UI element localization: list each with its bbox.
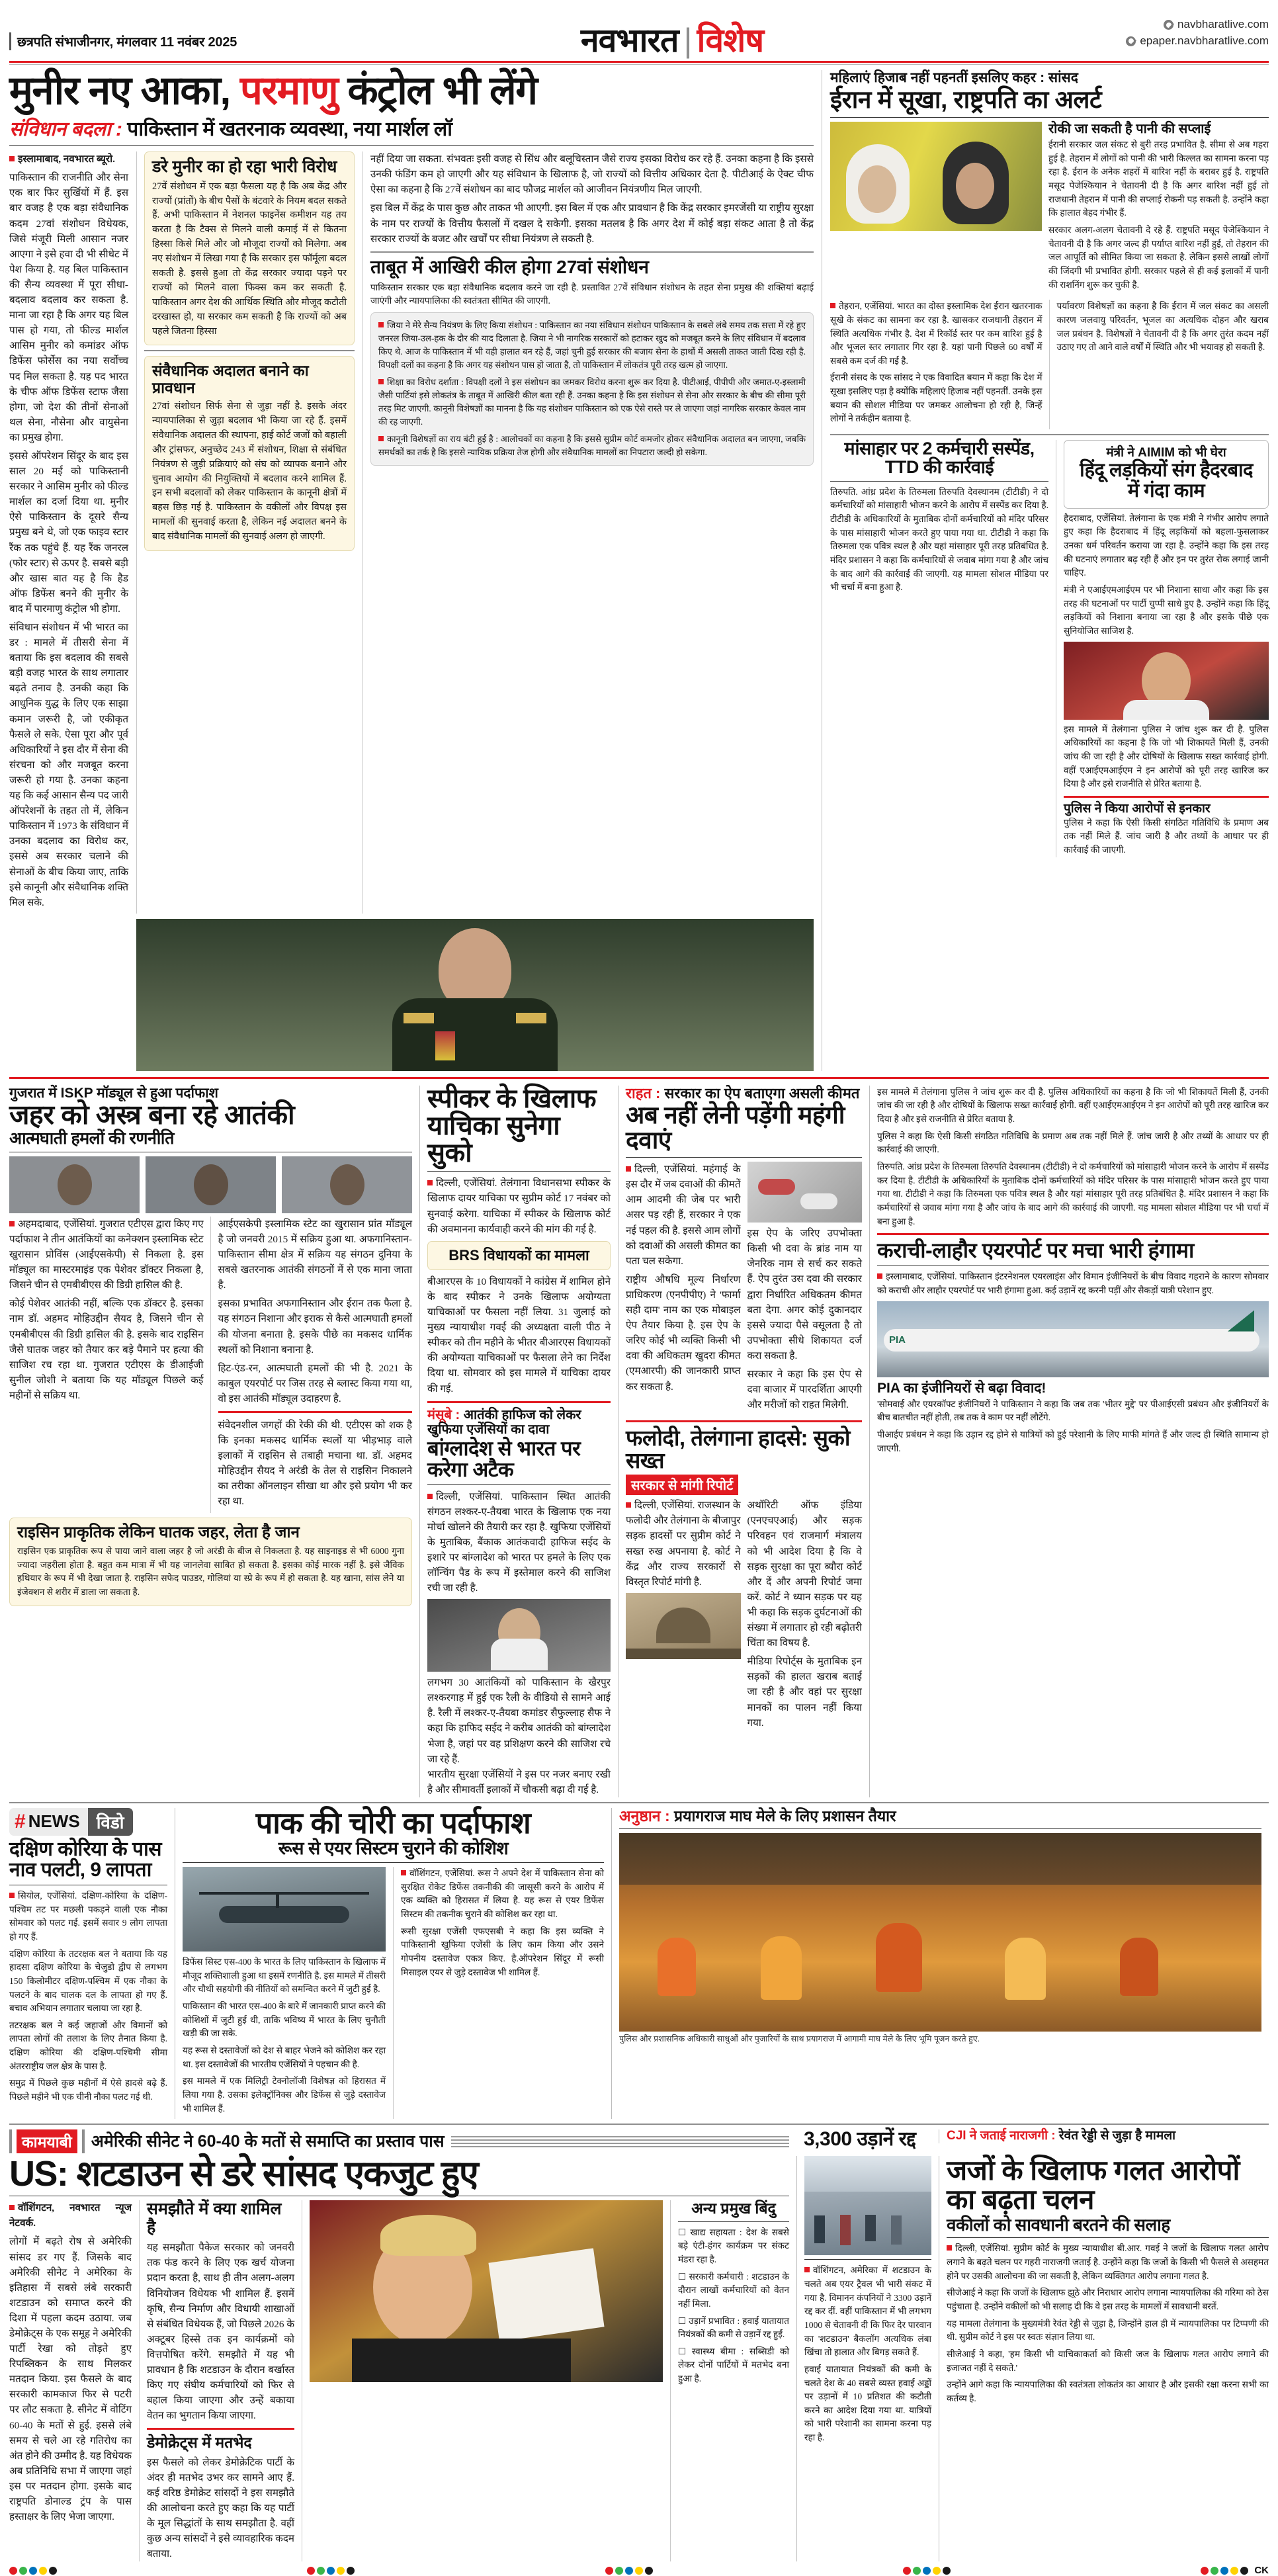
- iskp-sub: आत्मघाती हमलों की रणनीति: [9, 1129, 175, 1148]
- minister-photo: [1064, 642, 1269, 720]
- medicine-col-1: [626, 1162, 741, 1416]
- iran-col-b-para-2: ईरानी संसद के एक सांसद ने एक विवादित बयान में कहा कि देश में सूखा इसलिए पड़ा है क्योंकि महिलाएं हिजाब नहीं पहनतीं. उनके इस बयान की सोशल मीडिया पर जमकर आलोचना हो रही है, जिन्हें लोगों ने तर्कहीन बताया है.: [830, 372, 1043, 424]
- masthead-links: [991, 17, 1269, 52]
- judges-para-5: उन्होंने आगे कहा कि न्यायपालिका की स्वतंत्रता लोकतंत्र का आधार है और इसकी रक्षा करना सभी का कर्तव्य है.: [947, 2380, 1269, 2403]
- footer-dots-left: [9, 2567, 57, 2575]
- iran-col-b-para-3: पर्यावरण विशेषज्ञों का कहना है कि ईरान में जल संकट का असली कारण जलवायु परिवर्तन, भूजल का अत्यधिक दोहन और खराब जल प्रबंधन है. विशेषज्ञों ने चेतावनी दी है कि अगर तुरंत कदम नहीं उठाए गए तो आने वाले वर्षों में स्थिति और भी भयावह हो सकती है.: [1056, 301, 1269, 353]
- phalodi-para-2: अथॉरिटी ऑफ इंडिया (एनएचएआई) और सड़क परिवहन एवं राजमार्ग मंत्रालय को भी आदेश दिया है कि वे सड़क सुरक्षा का पूरा ब्यौरा कोर्ट और दें और अपनी रिपोर्ट जमा करें. कोर्ट ने ध्यान सड़क पर यह भी कहा कि सड़क दुर्घटनाओं की संख्या में लगातार हो रही बढ़ोतरी चिंता का विषय है.: [747, 1500, 862, 1649]
- aimim-body: [1064, 512, 1269, 638]
- judges-divider: [947, 2237, 1269, 2238]
- mid-right-column: [869, 1086, 1269, 1797]
- karachi-divider-top: [877, 1233, 1269, 1235]
- pak-theft-col-2: [393, 1867, 604, 2119]
- news-video-body: सियोल, एजेंसियां. दक्षिण-कोरिया के दक्षिण-पश्चिम तट पर मछली पकड़ने वाली एक नौका सोमवार को पलट गई. इसमें सवार 9 लोग लापता हो गए हैं. दक्षिण कोरिया के तटरक्षक बल ने बताया कि यह हादसा दक्षिण कोरिया के चेजुडो द्वीप से लगभग 150 किलोमीटर दक्षिण-पश्चिम में एक नौका के पलटने के बाद चालक दल के लापता हो गए हैं. बचाव अभियान लगातार चलाया जा रहा है. तटरक्षक बल ने कई जहाजों और विमानों को लापता लोगों की तलाश के लिए तैनात किया है. दक्षिण कोरिया की दक्षिण-पश्चिमी सीमा अंतरराष्ट्रीय जल क्षेत्र के पास है. समुद्र में पिछले कुछ महीनों में ऐसे हादसे बढ़े हैं. पिछले महीने भी एक चीनी नौका पलट गई थी.: [9, 1889, 167, 2104]
- judges-body: दिल्ली, एजेंसियां. सुप्रीम कोर्ट के मुख्य न्यायाधीश बी.आर. गवई ने जजों के खिलाफ गलत आरोप लगाने के बढ़ते चलन पर गहरी नाराजगी जताई है. उन्होंने कहा कि जजों के किसी भी फैसले से असहमत होने पर उसकी आलोचना की जा सकती है, लेकिन व्यक्तिगत आरोप लगाना गलत है. सीजेआई ने कहा कि जजों के खिलाफ झूठे और निराधार आरोप लगाना न्यायपालिका की गरिमा को ठेस पहुंचाता है. उन्होंने वकीलों को भी सलाह दी कि वे इस तरह के मामलों में सावधानी बरतें. यह मामला तेलंगाना के मुख्यमंत्री रेवंत रेड्डी से जुड़ा है, जिन्होंने हाल ही में न्यायपालिका पर टिप्पणी की थी. सुप्रीम कोर्ट ने इस पर स्वतः संज्ञान लिया था. सीजेआई ने कहा, 'हम किसी भी याचिकाकर्ता को किसी जज के खिलाफ गलत आरोप लगाने की इजाजत नहीं दे सकते.' उन्होंने आगे कहा कि न्यायपालिका की स्वतंत्रता लोकतंत्र का आधार है और इसकी रक्षा करना सभी का कर्तव्य है.: [947, 2242, 1269, 2405]
- ttd-headline: मांसाहार पर 2 कर्मचारी सस्पेंड, TTD की कार्रवाई: [844, 439, 1035, 477]
- us-other-point-2: ☐ सरकारी कर्मचारी : शटडाउन के दौरान लाखों कर्मचारियों को वेतन नहीं मिला.: [678, 2271, 789, 2309]
- speaker-hafiz-divider: [427, 1401, 611, 1403]
- lead-sub-text: पाकिस्तान में खतरनाक व्यवस्था, नया मार्शल लॉ: [127, 118, 452, 141]
- us-kicker-row: [9, 2129, 796, 2153]
- news-video-story: [9, 1808, 175, 2119]
- lead-column-3: [362, 151, 814, 914]
- logo-separator: |: [683, 22, 692, 59]
- hafiz-kicker-label: मंसूबे :: [427, 1407, 460, 1422]
- pak-theft-col1-body: [183, 1955, 386, 2116]
- iran-right-col: [1048, 122, 1269, 295]
- news-video-para-2: दक्षिण कोरिया के तटरक्षक बल ने बताया कि यह हादसा दक्षिण कोरिया के चेजुडो द्वीप से लगभग 150 किलोमीटर दक्षिण-पश्चिम में एक नौका के पलटने के बाद चालक दल के लापता हो गए हैं. बचाव अभियान लगातार चलाया जा रहा है.: [9, 1948, 167, 2014]
- us-col-1: [9, 2200, 132, 2561]
- bullet-square-icon: [378, 379, 384, 384]
- aimim-denial-text: पुलिस ने कहा कि ऐसी किसी संगठित गतिविधि के प्रमाण अब तक नहीं मिले हैं. जांच जारी है और तथ्यों के आधार पर ही कार्रवाई की जाएगी.: [1064, 817, 1269, 855]
- iran-story: [822, 70, 1269, 1071]
- globe-icon: [1126, 36, 1136, 46]
- globe-icon: [1164, 20, 1173, 30]
- general-munir-photo-wrap: [136, 919, 814, 1071]
- box-ricin-head: राइसिन प्राकृतिक लेकिन घातक जहर, लेता है जान: [17, 1523, 300, 1541]
- iskp-col2-para-2: इसका प्रभावित अफगानिस्तान और ईरान तक फैला है. यह संगठन निशाना और इराक से कैसे आत्मघाती हमलों की योजना बनाता है. इसके पीछे का मकसद धार्मिक स्थलों को निशाना बनाना है.: [218, 1298, 412, 1355]
- magh-mela-photo: [619, 1833, 1261, 2032]
- ttd-aimim-row: [830, 440, 1269, 857]
- flights-story: [796, 2156, 939, 2561]
- lead-col3-body: [370, 151, 814, 247]
- news-video-top-rule: [9, 1802, 1269, 1803]
- kicker-rule-decoration: [451, 2136, 789, 2147]
- medicine-phalodi-divider: [626, 1420, 862, 1422]
- medicine-pills-photo: [747, 1162, 863, 1223]
- bottom-section: [9, 2156, 1269, 2561]
- us-box2-divider: [147, 2428, 294, 2430]
- iskp-col2-para-1: आईएसकेपी इस्लामिक स्टेट का खुरासान प्रांत मॉड्यूल है जो जनवरी 2015 में सक्रिय हुआ था. अफगानिस्तान-पाकिस्तान सीमा क्षेत्र में सक्रिय यह संगठन दुनिया के सबसे खतरनाक आतंकी संगठनों में से एक माना जाता है.: [218, 1218, 412, 1291]
- judges-kicker: [947, 2129, 1175, 2143]
- box-tabut-bullet-2: शिक्षा का विरोध दर्शाता : विपक्षी दलों ने इस संशोधन का जमकर विरोध करना शुरू कर दिया है. पीटीआई, पीपीपी और जमात-ए-इस्लामी जैसी पार्टियां इसे लोकतंत्र के ताबूत में आखिरी कील बता रही हैं. उनका कहना है कि इस संशोधन से सेना और सरकार के बीच की सीमा पूरी तरह मिट जाएगी. कानूनी विशेषज्ञों का मानना है कि यह संशोधन पाकिस्तान को एक ऐसे रास्ते पर ले जाएगा जहां नागरिक सरकार केवल नाम की रह जाएगी.: [378, 377, 806, 427]
- us-other-point-3: ☐ उड़ानें प्रभावित : हवाई यातायात नियंत्रकों की कमी से उड़ानें रद्द हुईं.: [678, 2315, 789, 2340]
- lead-col1-para-1: पाकिस्तान की राजनीति और सेना एक बार फिर सुर्खियों में हैं. इस बार वजह है एक बड़ा संवैधानिक कदम 27वां संशोधन विधेयक, जिसे मंजूरी मिली आसान नजर आएगा ने इसे हवा दी भी सीधेट में पेश किया है. यह बिल पाकिस्तान की सैन्य व्यवस्था में पूरा सीधा-बदलाव बदलाव कर सकता है. माना जा रहा है कि अगर यह बिल पास हो गया, तो फील्ड मार्शल आसिम मुनीर को कमांडर ऑफ डिफेंस फोर्सेस का नया सर्वोच्च पद मिल सकता है. यह पद भारत के चीफ ऑफ डिफेंस स्टाफ जैसा होगा, जो देश की तीनों सेनाओं थल सेना, नौसेना और वायुसेना का प्रमुख होगा.: [9, 172, 128, 443]
- iran-photo-wrap: [830, 122, 1042, 295]
- airport-crowd-photo: [804, 2156, 931, 2255]
- iran-bottom-row: [830, 300, 1269, 429]
- hafiz-divider: [427, 1484, 611, 1485]
- pak-theft-divider: [183, 1862, 604, 1863]
- box-dare-munir-text: 27वें संशोधन में एक बड़ा फैसला यह है कि अब केंद्र और राज्यों (प्रांतों) के बीच पैसों के बंटवारे के नियम बदल सकते हैं. अभी पाकिस्तान में नेशनल फाइनेंस कमीशन यह तय करता है कि टैक्स से मिलने वाली कमाई में से कितना हिस्सा किसे मिले और जो मौजूदा राज्यों को मिलेगा. अब नए संशोधन में लिखा गया है कि सरकार इस फॉर्मूला बदल सकती है. इससे हुआ तो केंद्र सरकार ज्यादा पड़ने पर राज्यों को मिलने वाला फिक्स कम कर सकती है. पाकिस्तान अगर देश की आर्थिक स्थिति और मौजूद कटौती दरखास्त हो, या सरकार कम सकती है कि राज्यों को अब पहले जितना हिस्सा: [152, 181, 347, 337]
- lead-col1-para-2: इससे ऑपरेशन सिंदूर के बाद इस साल 20 मई को पाकिस्तानी सरकार ने आसिम मुनीर को फील्ड मार्शल का दर्जा दिया था. मुनीर ऐसे पाकिस्तान के दूसरे सैन्य प्रमुख बने थे, जो एक फाइव स्टार रैंक तक पहुंचे हैं. यह रैंक जनरल (फोर स्टार) से ऊपर है. सबसे बड़ी और खास बात यह है कि हैड ऑफ डिफेंस बनने की मुनीर के बाद में पारमाणु कंट्रोल भी होगा.: [9, 450, 128, 615]
- us-col-3: [302, 2200, 663, 2561]
- lead-sub-label: संविधान बदला :: [9, 118, 122, 141]
- magh-mela-story: [611, 1808, 1269, 2119]
- logo-sub: विशेष: [697, 22, 764, 59]
- us-col-2: [139, 2200, 294, 2561]
- box-brs: [427, 1241, 611, 1270]
- flights-kicker: [796, 2129, 939, 2150]
- mid-right-para-1: इस मामले में तेलंगाना पुलिस ने जांच शुरू कर दी है. पुलिस अधिकारियों का कहना है कि जो भी शिकायतें मिली हैं, उनकी जांच की जा रही है और दोषियों के खिलाफ सख्त कार्रवाई होगी. वहीं एआईएमआईएम ने इन आरोपों को पूरी तरह खारिज कर दिया है और इसे राजनीति से प्रेरित बताया है.: [877, 1086, 1269, 1125]
- hafiz-headline: बांग्लादेश से भारत पर करेगा अटैक: [427, 1436, 581, 1481]
- box-tabut-bullet-3: कानूनी विशेषज्ञों का राय बंटी हुई है : आलोचकों का कहना है कि इससे सुप्रीम कोर्ट कमजोर होकर संवैधानिक अदालत बन जाएगा, जबकि समर्थकों का तर्क है कि इससे न्यायिक प्रक्रिया तेज होगी और संवैधानिक मामलों का निपटारा जल्दी हो सकेगा.: [378, 434, 806, 458]
- judges-kicker-text: रेवंत रेड्डी से जुड़ा है मामला: [1058, 2129, 1176, 2143]
- box-adalat-head: संवैधानिक अदालत बनाने का प्रावधान: [152, 362, 309, 396]
- speaker-headline: स्पीकर के खिलाफ याचिका सुनेगा सुको: [427, 1084, 597, 1168]
- lead-photo-strip: [9, 919, 814, 1071]
- judges-headline: जजों के खिलाफ गलत आरोपों का बढ़ता चलन: [947, 2155, 1240, 2215]
- medicine-para-1: दिल्ली, एजेंसियां. महंगाई के इस दौर में जब दवाओं की कीमतें आम आदमी की जेब पर भारी असर पड़ रही हैं, सरकार ने एक नई पहल की है. इससे आम लोगों को दवाओं की असली कीमत का पता चल सकेगा.: [626, 1164, 741, 1267]
- bullet-square-icon: [378, 436, 384, 441]
- judges-story: [939, 2156, 1269, 2561]
- bullet-square-icon: [9, 156, 15, 161]
- footer-dots-right: [1201, 2565, 1269, 2576]
- iskp-columns: [9, 1217, 412, 1513]
- website-url-main: navbharatlive.com: [1177, 18, 1269, 31]
- iran-col-a-para-2: सरकार अलग-अलग चेतावनी दे रहे हैं. राष्ट्रपति मसूद पेजेश्कियान ने चेतावनी दी है कि अगर जल्द ही पर्याप्त बारिश नहीं हुई, तो तेहरान की जल आपूर्ति को सीमित किया जा सकता है. लेकिन इससे लाखों लोगों की जिंदगी भी प्रभावित होगी. सरकार पहले से ही कई इलाकों में पानी की राशनिंग शुरू कर चुकी है.: [1048, 224, 1269, 290]
- bullet-square-icon: [427, 1494, 433, 1499]
- medicine-para-2: राष्ट्रीय औषधि मूल्य निर्धारण प्राधिकरण (एनपीपीए) ने 'फार्मा सही दाम' नाम का एक मोबाइल ऐप तैयार किया है. इस ऐप के जरिए कोई भी व्यक्ति किसी भी दवा की अधिकतम खुदरा कीमत (एमआरपी) की जानकारी प्राप्त कर सकता है.: [626, 1273, 741, 1393]
- iran-top-row: [830, 122, 1269, 295]
- bullet-square-icon: [378, 322, 384, 327]
- iran-col-a: [1048, 138, 1269, 292]
- news-video-para-3: तटरक्षक बल ने कई जहाजों और विमानों को लापता लोगों की तलाश के लिए तैनात किया है. दक्षिण कोरिया की दक्षिण-पश्चिमी सीमा अंतरराष्ट्रीय जल क्षेत्र के पास है.: [9, 2020, 167, 2071]
- lead-col1-dateline: इस्लामाबाद, नवभारत ब्यूरो.: [18, 153, 115, 165]
- box-dare-munir: [144, 151, 355, 345]
- flights-headline: 3,300 उड़ानें रद्द: [804, 2128, 916, 2151]
- pak-theft-story: [175, 1805, 611, 2119]
- bullet-square-icon: [804, 2267, 810, 2272]
- logo-main: नवभारत: [580, 22, 679, 59]
- magh-kicker: [619, 1808, 1261, 1825]
- us-box2-text: इस फैसले को लेकर डेमोक्रेटिक पार्टी के अंदर ही मतभेद उभर कर सामने आए हैं. कई वरिष्ठ डेमोक्रेट सांसदों ने इस समझौते की आलोचना करते हुए कहा कि यह पार्टी के मूल सिद्धांतों के साथ समझौता है. वहीं कुछ अन्य सांसदों ने इसे व्यावहारिक कदम बताया.: [147, 2456, 294, 2560]
- masthead-rule: [9, 61, 1269, 63]
- aimim-para-3: इस मामले में तेलंगाना पुलिस ने जांच शुरू कर दी है. पुलिस अधिकारियों का कहना है कि जो भी शिकायतें मिली हैं, उनकी जांच की जा रही है और दोषियों के खिलाफ सख्त कार्रवाई होगी. वहीं एआईएमआईएम ने इन आरोपों को पूरी तरह खारिज कर दिया है और इसे राजनीति से प्रेरित बताया है.: [1064, 724, 1269, 789]
- magh-kicker-text: प्रयागराज माघ मेले के लिए प्रशासन तैयार: [674, 1807, 896, 1825]
- speaker-divider: [427, 1171, 611, 1172]
- website-link-epaper[interactable]: [991, 33, 1269, 50]
- website-url-epaper: epaper.navbharatlive.com: [1140, 34, 1269, 47]
- box-dare-munir-head: डरे मुनीर का हो रहा भारी विरोध: [152, 157, 337, 177]
- us-shutdown-story: [9, 2156, 796, 2561]
- supreme-court-photo: [626, 1593, 741, 1659]
- news-video-section: [9, 1805, 1269, 2119]
- us-box2-head: डेमोक्रेट्स में मतभेद: [147, 2434, 252, 2452]
- iskp-col-1: [9, 1217, 204, 1513]
- judges-para-4: सीजेआई ने कहा, 'हम किसी भी याचिकाकर्ता को किसी जज के खिलाफ गलत आरोप लगाने की इजाजत नहीं दे सकते.': [947, 2348, 1269, 2373]
- medicine-headline: अब नहीं लेनी पड़ेंगी महंगी दवाएं: [626, 1101, 845, 1154]
- iran-ttd-divider: [830, 434, 1269, 435]
- phalodi-columns: [626, 1498, 862, 1733]
- us-tag: कामयाबी: [17, 2129, 77, 2153]
- mid-right-para-2: पुलिस ने कहा कि ऐसी किसी संगठित गतिविधि के प्रमाण अब तक नहीं मिले हैं. जांच जारी है और तथ्यों के आधार पर ही कार्रवाई की जाएगी.: [877, 1131, 1269, 1155]
- medicine-kicker: [626, 1086, 862, 1101]
- news-video-headline: दक्षिण कोरिया के पास नाव पलटी, 9 लापता: [9, 1838, 162, 1881]
- pak-theft-col2-para-1: वॉशिंगटन, एजेंसियां. रूस ने अपने देश में पाकिस्तान सेना को सुरक्षित रोकेट डिफेंस तकनीकी की जासूसी करने के आरोप में एक व्यक्ति को हिरासत में लिया है. यह रूस से एयर डिफेंस सिस्टम की तकनीक चुराने की कोशिश कर रहा था.: [401, 1868, 604, 1920]
- judges-para-3: यह मामला तेलंगाना के मुख्यमंत्री रेवंत रेड्डी से जुड़ा है, जिन्होंने हाल ही में न्यायपालिका पर टिप्पणी की थी. सुप्रीम कोर्ट ने इस पर स्वतः संज्ञान लिया था.: [947, 2318, 1269, 2342]
- bullet-square-icon: [9, 2205, 15, 2210]
- lead-headline-highlight: परमाणु: [239, 68, 338, 112]
- phalodi-para-1: दिल्ली, एजेंसियां. राजस्थान के फलोदी और तेलंगाना के बीजापुर सड़क हादसों पर सुप्रीम कोर्ट ने सख्त रुख अपनाया है. कोर्ट ने केंद्र और राज्य सरकारों से विस्तृत रिपोर्ट मांगी है.: [626, 1500, 741, 1588]
- masthead-rule-thin: [9, 64, 1269, 65]
- bullet-square-icon: [947, 2245, 952, 2251]
- lead-col2-divider: [144, 350, 355, 351]
- phalodi-tag-wrap: [626, 1475, 862, 1495]
- karachi-headline: कराची-लाहौर एयरपोर्ट पर मचा भारी हंगामा: [877, 1238, 1194, 1263]
- lead-story: [9, 70, 822, 1071]
- bullet-square-icon: [9, 1893, 15, 1898]
- bottom-kicker-row: [9, 2129, 1269, 2153]
- phalodi-headline: फलोदी, तेलंगाना हादसे: सुको सख्त: [626, 1426, 850, 1473]
- hash-icon: #: [15, 1810, 26, 1832]
- top-section: [9, 70, 1269, 1071]
- lead-column-2: [136, 151, 355, 914]
- us-other-point-4: ☐ स्वास्थ्य बीमा : सब्सिडी को लेकर दोनों पार्टियों में मतभेद बना हुआ है.: [678, 2346, 789, 2384]
- lead-headline-part2: कंट्रोल भी लेंगे: [337, 68, 537, 112]
- news-video-para-4: समुद्र में पिछले कुछ महीनों में ऐसे हादसे बढ़े हैं. पिछले महीने भी एक चीनी नौका पलट गई थी.: [9, 2078, 167, 2102]
- news-chip-video-label: विडो: [88, 1808, 133, 1836]
- medicine-col-2: [747, 1162, 863, 1416]
- bullet-square-icon: [626, 1166, 631, 1172]
- magh-divider: [619, 1828, 1261, 1829]
- pak-theft-col1-para-1: डिफेंस सिस्ट एस-400 के भारत के लिए पाकिस्तान के खिलाफ में मौजूद शक्तिशाली हुआ था इसमें रणनीति है. इस मामले में तीसरी और चौथी सहयोगी की नीतियों को समन्वित करने में जुटी हुई है.: [183, 1957, 386, 1995]
- helicopter-photo: [183, 1867, 386, 1952]
- iran-col-a-para-1: ईरानी सरकार जल संकट से बुरी तरह प्रभावित है. सीमा से अब गहरा हुई है. तेहरान में लोगों को पानी की भारी किल्लत का सामना करना पड़ रहा है. ईरान के अनेक शहरों में बारिश नहीं के बराबर हुई है. राष्ट्रपति मसूद पेजेश्कियान ने चेतावनी दी है कि अगर बारिश नहीं हुई तो राजधानी तेहरान में पानी की सप्लाई रोकनी पड़ सकती है. उन्होंने कहा कि हालात बेहद गंभीर हैं.: [1048, 139, 1269, 218]
- iran-headline: ईरान में सूखा, राष्ट्रपति का अलर्ट: [830, 86, 1102, 114]
- iran-col-b-para-1: तेहरान, एजेंसियां. भारत का दोस्त इस्लामिक देश ईरान खतरनाक सूखे के संकट का सामना कर रहा है. खासकर राजधानी तेहरान में स्थिति अत्यधिक गंभीर है. देश में रिकॉर्ड स्तर पर कम बारिश हुई है और भूजल स्तर लगातार गिर रहा है. यहां पानी पिछले 60 वर्षों में सबसे कम दर्ज की गई है.: [830, 301, 1043, 366]
- medicine-para-4: सरकार ने कहा कि इस ऐप से दवा बाजार में पारदर्शिता आएगी और मरीजों को राहत मिलेगी.: [747, 1369, 862, 1411]
- box-ricin-text: राइसिन एक प्राकृतिक रूप से पाया जाने वाला जहर है जो अरंडी के बीज से निकलता है. यह साइनाइड से भी 6000 गुना ज्यादा जहरीला होता है. बहुत कम मात्रा में भी यह जानलेवा साबित हो सकता है. इसका कोई मारक नहीं है. इसे जैविक हथियार के रूप में भी देखा जाता है. राइसिन सफेद पाउडर, गोलियां या स्प्रे के रूप में हो सकता है. यह खाना, सांस लेने या इंजेक्शन से शरीर में डाला जा सकता है.: [17, 1545, 404, 1597]
- phalodi-para-3: मीडिया रिपोर्ट्स के मुताबिक इन सड़कों की हालत खराब बताई जा रही है और वहां पर सुरक्षा मानकों का पालन नहीं किया गया.: [747, 1656, 862, 1729]
- phalodi-report-tag: सरकार से मांगी रिपोर्ट: [626, 1475, 738, 1495]
- iskp-col1-para-2: कोई पेशेवर आतंकी नहीं, बल्कि एक डॉक्टर है. इसका नाम डॉ. अहमद मोहिउद्दीन सैयद है, जिसने चीन से एमबीबीएस की डिग्री हासिल की है. इसके बाद राइसिन जैसे घातक जहर को तैयार कर बड़े पैमाने पर हत्या की साजिश रच रहा था. गुजरात एटीएस के डीआईजी सुनील जोशी ने बताया कि यह मॉड्यूल पिछले कई महीनों से सक्रिय था.: [9, 1298, 204, 1401]
- us-other-points-list: [678, 2226, 789, 2386]
- flights-para-2: हवाई यातायात नियंत्रकों की कमी के चलते देश के 40 सबसे व्यस्त हवाई अड्डों पर उड़ानों में 10 प्रतिशत की कटौती करने का आदेश दिया गया था. यात्रियों को भारी परेशानी का सामना करना पड़ रहा है.: [804, 2364, 931, 2443]
- ttd-text: तिरुपति. आंध्र प्रदेश के तिरुमला तिरुपति देवस्थानम (टीटीडी) ने दो कर्मचारियों को मांसाहारी भोजन करने के आरोप में सस्पेंड कर दिया है. टीटीडी के अधिकारियों के मुताबिक दोनों कर्मचारियों को मंदिर परिसर के पास मांसाहारी भोजन करते हुए पाया गया था. टीटीडी ने कहा कि तिरुमला एक पवित्र स्थल है और यहां मांसाहार पूरी तरह प्रतिबंधित है. मंदिर प्रशासन ने कहा कि कर्मचारियों से जवाब मांगा गया है और जांच के बाद आगे की कार्रवाई की जाएगी. यह मामला सोशल मीडिया पर भी चर्चा में बना हुआ है.: [830, 486, 1048, 593]
- footer-registration-bar: [9, 2561, 1269, 2576]
- flights-body: वॉशिंगटन, अमेरिका में शटडाउन के चलते अब एयर ट्रैवल भी भारी संकट में गया है. विमानन कंपनियों ने 3300 उड़ानें रद्द कर दीं. वहीं पाकिस्तान में भी लगभग 1000 से चेतावनी दी कि फिर देर पारवान का 'शटडाउन' बैकलॉग अत्यधिक लंबा खिंचा तो हालात और बिगड़ सकते हैं. हवाई यातायात नियंत्रकों की कमी के चलते देश के 40 सबसे व्यस्त हवाई अड्डों पर उड़ानों में 10 प्रतिशत की कटौती करने का आदेश दिया गया था. यात्रियों को भारी परेशानी का सामना करना पड़ रहा है.: [804, 2264, 931, 2445]
- iran-col-b2: [1049, 300, 1269, 429]
- aimim-para-1: हैदराबाद, एजेंसियां. तेलंगाना के एक मंत्री ने गंभीर आरोप लगाते हुए कहा कि हैदराबाद में हिंदू लड़कियों को बहला-फुसलाकर उनका धर्म परिवर्तन कराया जा रहा है. उन्होंने कहा कि इस तरह की घटनाएं लगातार बढ़ रही हैं और इन पर तुरंत रोक लगाई जानी चाहिए.: [1064, 513, 1269, 578]
- pak-theft-columns: [183, 1867, 604, 2119]
- lead-col3-para-2: इस बिल में केंद्र के पास कुछ और ताकत भी आएगी. इस बिल में एक और प्रावधान है कि केंद्र सरकार इमरजेंसी या राष्ट्रीय सुरक्षा के नाम पर राज्यों के वित्तीय फैसलों में दखल दे सकेगी. इसका मतलब है कि अगर देश में कोई बड़ा संकट आता है तो केंद्र सरकार राज्यों के बजट और खर्चों पर सीधा नियंत्रण ले सकती है.: [370, 202, 814, 245]
- speaker-para-2: बीआरएस के 10 विधायकों ने कांग्रेस में शामिल होने के बाद स्पीकर ने उनके खिलाफ अयोग्यता याचिकाओं पर फैसला नहीं लिया. 31 जुलाई को मुख्य न्यायाधीश गवई की अध्यक्षता वाली पीठ ने स्पीकर को तीन महीने के भीतर बीआरएस विधायकों की अयोग्यता याचिकाओं पर फैसला लेने का निर्देश दिया था. सोमवार को इस मामले में याचिका दायर की गई.: [427, 1275, 611, 1395]
- mid-section: [9, 1086, 1269, 1797]
- iran-col-b1: [830, 300, 1043, 429]
- us-col1-text: लोगों में बढ़ते रोष से अमेरिकी सांसद डर गए हैं. जिसके बाद अमेरिकी सीनेट ने अमेरिका के इतिहास में सबसे लंबे सरकारी शटडाउन को समाप्त करने की दिशा में पहला कदम उठाया. जब डेमोक्रेट्स के एक समूह ने अमेरिकी पार्टी रेखा को तोड़ते हुए रिपब्लिकन के साथ मिलकर मतदान किया. इस फैसले के बाद सरकारी कामकाज फिर से पटरी पर लौट सकता है. सीनेट में वोटिंग 60-40 के मतों से हुई. इससे लंबे समय से चले आ रहे गतिरोध का अंत होने की उम्मीद है. यह विधेयक अब प्रतिनिधि सभा में जाएगा जहां इस पर मतदान होगा. इसके बाद राष्ट्रपति डोनाल्ड ट्रंप के पास हस्ताक्षर के लिए भेजा जाएगा.: [9, 2236, 132, 2523]
- phalodi-col-1: [626, 1498, 741, 1733]
- news-chip-label: # NEWS: [9, 1808, 88, 1836]
- flights-divider: [804, 2259, 931, 2260]
- box-tabut-bullets: [370, 312, 814, 466]
- iran-cleric-photo: [830, 122, 1042, 231]
- iskp-headline: जहर को अस्त्र बना रहे आतंकी: [9, 1099, 295, 1130]
- suspect-photo-2: [146, 1156, 276, 1213]
- website-link-main[interactable]: [991, 17, 1269, 33]
- bullet-square-icon: [9, 1221, 15, 1226]
- iran-kicker: महिलाएं हिजाब नहीं पहनतीं इसलिए कहर : सांसद: [830, 70, 1078, 85]
- box-brs-head: BRS विधायकों का मामला: [448, 1246, 589, 1264]
- aimim-kicker: मंत्री ने AIMIM को भी घेरा: [1106, 446, 1226, 460]
- pak-theft-col1-para-2: पाकिस्तान की भारत एस-400 के बारे में जानकारी प्राप्त करने की कोशिशों में जुटी हुई थी, ताकि भविष्य में भारत के लिए चुनौती खड़ी की जा सके.: [183, 2001, 386, 2039]
- pak-theft-col-1: [183, 1867, 386, 2119]
- medicine-story: [618, 1086, 869, 1797]
- karachi-para-2: 'सोमवाई और एयरकॉफ्ट इंजीनियरों ने पाकिस्तान ने कहा कि जब तक 'भीतर मुद्दे' पर पीआईएसी प्रबंधन और इंजीनियरों के बीच बातचीत नहीं होती, तब तक वे काम पर नहीं लौटेंगे.: [877, 1398, 1269, 1423]
- phalodi-col-2: [747, 1498, 863, 1733]
- trump-photo: [310, 2200, 663, 2382]
- iskp-col2-para-4: संवेदनशील जगहों की रेकी की थी. एटीएस को शक है कि इनका मकसद धार्मिक स्थलों या भीड़भाड़ वाले इलाकों में राइसिन से तबाही मचाना था. डॉ. अहमद मोहिउद्दीन सैयद ने अरंडी के तेल से राइसिन निकालने का तरीका ऑनलाइन सीखा था और इसे प्रयोग भी कर रहा था.: [218, 1419, 412, 1508]
- iskp-col1-para-1: अहमदाबाद, एजेंसियां. गुजरात एटीएस द्वारा किए गए पर्दाफाश ने तीन आतंकियों का कनेक्शन इस्लामिक स्टेट खुरासान प्रोविंस (आईएसकेपी) से निकला है. इस मॉड्यूल का मास्टरमाइंड एक पेशेवर डॉक्टर निकला है, जिसने चीन से एमबीबीएस की डिग्री हासिल की है.: [9, 1218, 204, 1291]
- judges-kicker-wrap: [939, 2129, 1269, 2143]
- footer-dots-center-right: [903, 2567, 951, 2575]
- news-video-chip[interactable]: [9, 1808, 133, 1836]
- pak-theft-sub: रूस से एयर सिस्टम चुराने की कोशिश: [278, 1838, 509, 1859]
- page-mark: CK: [1254, 2565, 1269, 2576]
- judges-kicker-label: CJI ने जताई नाराजगी :: [947, 2129, 1056, 2143]
- iskp-col2-divider: [218, 1411, 413, 1413]
- lead-col1-body: [9, 151, 128, 910]
- lead-col3-divider: [370, 251, 814, 253]
- lead-col1-para-3: संविधान संशोधन में भी भारत का डर : मामले में तीसरी सेना में बताया कि इस बदलाव की सबसे बड़ी वजह भारत के साथ लगातार बढ़ते तनाव है. उनकी कहा कि आधुनिक युद्ध के लिए एक साझा कमान जरूरी है, जो एकीकृत फैसले ले सके. ऐसा पूरा और पूर्व अधिकारियों ने इस दौर में सेना की संरचना को और मजबूत करना जरूरी हो गया है. उनका कहना यह कि कई आसान सैन्य पद जारी ऑपरेशनों के तहत तो में, लेकिन पाकिस्तान में 1973 के संविधान में उनका बदलाव का विरोध कर, इससे अब सरकार चलाने की सेनाओं के बीच किया जाए, ताकि इसे कानूनी और संवैधानिक शक्ति मिल सके.: [9, 622, 128, 908]
- footer-dots-center: [605, 2567, 653, 2575]
- aimim-denial-divider: [1064, 796, 1269, 798]
- bullet-square-icon: [877, 1273, 882, 1279]
- us-kicker: अमेरिकी सीनेट ने 60-40 के मतों से समाप्ति का प्रस्ताव पास: [91, 2131, 445, 2151]
- magh-kicker-label: अनुष्ठान :: [619, 1807, 670, 1825]
- suspect-photo-1: [9, 1156, 140, 1213]
- bullet-square-icon: [830, 303, 835, 308]
- us-col-4: [670, 2200, 789, 2561]
- hafiz-para-2: लगभग 30 आतंकियों को पाकिस्तान के खैरपुर लश्करगाह में हुई एक रैली के वीडियो से सामने आई है. रैली में लश्कर-ए-तैयबा कमांडर सैफुल्लाह सैफ ने कहा कि हाफिद सईद ने करीब आतंकी को बांग्लादेश भेजा है, जहां पर वह प्रशिक्षण करने की साजिश रचे जा रहे हैं.: [427, 1677, 611, 1765]
- masthead-left: [9, 12, 353, 57]
- ttd-divider: [830, 481, 1048, 482]
- lead-headline-part1: मुनीर नए आका,: [9, 68, 240, 112]
- footer-dots-center-left: [307, 2567, 355, 2575]
- lead-column-1: [9, 151, 128, 914]
- bottom-section-top-rule: [9, 2124, 1269, 2125]
- us-other-points-head: अन्य प्रमुख बिंदु: [691, 2200, 776, 2217]
- box-tabut-head: ताबूत में आखिरी कील होगा 27वां संशोधन: [370, 256, 649, 277]
- iskp-col-2: [210, 1217, 413, 1513]
- mid-right-body: [877, 1086, 1269, 1229]
- iskp-col2-para-3: हिट-एंड-रन, आत्मघाती हमलों की भी है. 2021 के काबुल एयरपोर्ट पर जिस तरह से ब्लास्ट किया गया था, वो इस आतंकी मॉड्यूल उदाहरण है.: [218, 1362, 412, 1404]
- lead-divider: [9, 145, 814, 146]
- lead-headline: [9, 70, 814, 110]
- speaker-para-1: दिल्ली, एजेंसियां. तेलंगाना विधानसभा स्पीकर के खिलाफ दायर याचिका पर सुप्रीम कोर्ट 17 नवंबर को सुनवाई करेगा. याचिका में स्पीकर के खिलाफ कोर्ट की अवमानना कार्यवाही करने की मांग की गई है.: [427, 1178, 611, 1235]
- us-box-text: यह समझौता पैकेज सरकार को जनवरी तक फंड करने के लिए एक खर्च योजना प्रदान करता है, साथ ही तीन अलग-अलग विनियोजन विधेयक भी शामिल हैं. इसमें कृषि, सैन्य निर्माण और विधायी शाखाओं से संबंधित विधेयक हैं, जो पिछले 2026 के अक्टूबर हिस्से तक इन कार्यक्रमों को वित्तपोषित करेंगे. समझौते में यह भी प्रावधान है कि शटडाउन के दौरान बर्खास्त किए गए संघीय कर्मचारियों को फिर से बहाल किया जाएगा और उन्हें बकाया वेतन का भुगतान किया जाएगा.: [147, 2242, 294, 2422]
- hafiz-kicker-text: आतंकी हाफिज को लेकर खुफिया एजेंसियों का दावा: [427, 1407, 581, 1437]
- us-tag-wrap: [9, 2129, 85, 2153]
- us-box-head: समझौते में क्या शामिल है: [147, 2200, 282, 2237]
- us-other-point-1: ☐ खाद्य सहायता : देश के सबसे बड़े एंटी-हंगर कार्यक्रम पर संकट मंडरा रहा है.: [678, 2227, 789, 2264]
- iran-subhead: रोकी जा सकती है पानी की सप्लाई: [1048, 121, 1211, 136]
- karachi-para-3: पीआईए प्रबंधन ने कहा कि उड़ान रद्द होने से यात्रियों को हुई परेशानी के लिए माफी मांगते हैं और जल्द ही स्थिति सामान्य हो जाएगी.: [877, 1430, 1269, 1453]
- judges-para-2: सीजेआई ने कहा कि जजों के खिलाफ झूठे और निराधार आरोप लगाना न्यायपालिका की गरिमा को ठेस पहुंचाता है. उन्होंने वकीलों को भी सलाह दी कि वे इस तरह के मामलों में सावधानी बरतें.: [947, 2288, 1269, 2311]
- box-tabut-bullet-1: जिया ने मेरे सैन्य नियंत्रण के लिए किया संशोधन : पाकिस्तान का नया संविधान संशोधन पाकिस्तान के सबसे लंबे समय तक सत्ता में रहे हुए जनरल जिया-उल-हक के दौर की याद दिलाता है. जिया ने भी नागरिक सरकारों को हटाकर खुद को मजबूत करने के लिए संविधान में बदलाव किए थे. आज के पाकिस्तान में भी वही हालात बन रहे हैं, जहां चुनी हुई सरकार की बजाय सेना के हाथों में असली ताकत जाती दिख रही है. विपक्षी दलों का कहना है कि अगर यह संशोधन पास हो जाता है, तो पाकिस्तान में लोकतंत्र पूरी तरह खत्म हो जाएगा.: [378, 320, 806, 370]
- us-columns: [9, 2200, 789, 2561]
- medicine-divider: [626, 1157, 862, 1158]
- pak-theft-col1-para-3: यह रूस से दस्तावेजों को देश से बाहर भेजने को कोशिश कर रहा था. इस दस्तावेजों की भारतीय एजेंसियों ने पहचान की है.: [183, 2045, 386, 2069]
- iskp-kicker: गुजरात में ISKP मॉड्यूल से हुआ पर्दाफाश: [9, 1085, 218, 1101]
- medicine-kicker-label: राहत :: [626, 1084, 661, 1101]
- lead-col3-para-1: नहीं दिया जा सकता. संभवतः इसी वजह से सिंध और बलूचिस्तान जैसे राज्य इसका विरोध कर रहे हैं. उनका कहना है कि इससे उनकी फंडिंग कम हो जाएगी और यह संविधान के खिलाफ है, जो राज्यों को वित्तीय अधिकार देता है. पीटीआई के ऐक्ट चीफ ऐसा का कहना है कि 27वें संशोधन का बाद फौजद्र मार्शल को आजीवन नियंत्रणीय मिल जाएगी.: [370, 153, 814, 196]
- us-dateline: वॉशिंगटन, नवभारत न्यूज नेटवर्क.: [9, 2202, 132, 2229]
- mid-right-para-3: तिरुपति. आंध्र प्रदेश के तिरुमला तिरुपति देवस्थानम (टीटीडी) ने दो कर्मचारियों को मांसाहारी भोजन करने के आरोप में सस्पेंड कर दिया है. टीटीडी के अधिकारियों के मुताबिक दोनों कर्मचारियों को मंदिर परिसर के पास मांसाहारी भोजन करते हुए पाया गया था. टीटीडी ने कहा कि तिरुमला एक पवित्र स्थल है और यहां मांसाहार पूरी तरह प्रतिबंधित है. मंदिर प्रशासन ने कहा कि कर्मचारियों से जवाब मांगा गया है और जांच के बाद आगे की कार्रवाई की जाएगी. यह मामला सोशल मीडिया पर भी चर्चा में बना हुआ है.: [877, 1162, 1269, 1226]
- judges-sub: वकीलों को सावधानी बरतने की सलाह: [947, 2214, 1170, 2235]
- box-ricin: [9, 1518, 412, 1606]
- speaker-story: [419, 1086, 618, 1797]
- box-adalat-text: 27वां संशोधन सिर्फ सेना से जुड़ा नहीं है. इसके अंदर न्यायपालिका से जुड़ा बदलाव भी किया जा रहे हैं. इसमें संवैधानिक अदालत की स्थापना, हाई कोर्ट जजों को बहाली और ट्रांसफर, अनुच्छेद 243 में संशोधन, शिक्षा से संबंधित नियंत्रण से जुड़ी प्रक्रियाएं को संघ को व्यापक बनाने और चुनाव आयोग की नियुक्तियों में बदलाव करने शामिल हैं. इन सभी बदलावों को लेकर पाकिस्तान के कानूनी क्षेत्रों में बहस छिड़ गई है. पाकिस्तान के वकीलों और विपक्ष इस मामलों की सुनवाई करता है, लेकिन नई अदालत बनने के बाद संवैधानिक मामलों की सुनवाई अलग हो जाएगी.: [152, 401, 347, 542]
- hafiz-saeed-photo: [427, 1599, 611, 1672]
- aimim-box: [1064, 440, 1269, 509]
- box-tabut: [370, 257, 814, 466]
- masthead-center: [353, 12, 991, 57]
- aimim-story: [1056, 440, 1269, 857]
- us-shutdown-headline: US: शटडाउन से डरे सांसद एकजुट हुए: [9, 2154, 478, 2194]
- aimim-denial-head: पुलिस ने किया आरोपों से इनकार: [1064, 801, 1211, 816]
- bullet-square-icon: [626, 1502, 631, 1508]
- pak-theft-headline: पाक की चोरी का पर्दाफाश: [255, 1805, 531, 1840]
- box-adalat: [144, 356, 355, 551]
- hafiz-kicker: [427, 1408, 611, 1437]
- karachi-body: [877, 1398, 1269, 1456]
- bullet-square-icon: [427, 1180, 433, 1185]
- lead-photo-left-filler: [9, 919, 128, 1071]
- suspect-photo-3: [282, 1156, 412, 1213]
- pak-theft-col2-para-2: रूसी सुरक्षा एजेंसी एफएसबी ने कहा कि इस व्यक्ति ने पाकिस्तानी खुफिया एजेंसी के लिए काम किया और उसने गोपनीय दस्तावेज एकत्र किए. है.ऑपरेशन सिंदूर में रूसी मिसाइल एयर से जुड़े दस्तावेज भी शामिल हैं.: [401, 1926, 604, 1977]
- iskp-story: [9, 1086, 419, 1797]
- masthead: [9, 0, 1269, 57]
- box-tabut-intro: पाकिस्तान सरकार एक बड़ा संवैधानिक बदलाव करने जा रही है. प्रस्तावित 27वें संविधान संशोधन के तहत सेना प्रमुख की शक्तियां बढ़ाई जाएंगी और न्यायपालिका की स्वतंत्रता सीमित की जाएगी.: [370, 282, 814, 306]
- iran-divider: [830, 117, 1269, 118]
- suspects-mugshots: [9, 1156, 412, 1213]
- pia-plane-photo: PIA: [877, 1301, 1269, 1377]
- medicine-kicker-text: सरकार का ऐप बताएगा असली कीमत: [664, 1084, 860, 1101]
- ttd-story: [830, 440, 1048, 857]
- bullet-square-icon: [401, 1870, 406, 1875]
- aimim-para-2: मंत्री ने एआईएमआईएम पर भी निशाना साधा और कहा कि इस तरह की घटनाओं पर पार्टी चुप्पी साधे हुए है. उन्होंने कहा कि हिंदू लड़कियों को निशाना बनाया जा रहा है और इसके पीछे एक सुनियोजित साजिश है.: [1064, 584, 1269, 636]
- medicine-para-3: इस ऐप के जरिए उपभोक्ता किसी भी दवा के ब्रांड नाम या जेनरिक नाम से सर्च कर सकते हैं. ऐप तुरंत उस दवा की सरकार द्वारा निर्धारित अधिकतम कीमत बता देगा. अगर कोई दुकानदार इससे ज्यादा पैसे वसूलता है तो उपभोक्ता सीधे शिकायत दर्ज करा सकता है.: [747, 1228, 862, 1361]
- general-munir-photo: [136, 919, 814, 1071]
- dateline: छत्रपति संभाजीनगर, मंगलवार 11 नवंबर 2025: [9, 32, 237, 50]
- hafiz-para-1: दिल्ली, एजेंसियां. पाकिस्तान स्थित आतंकी संगठन लश्कर-ए-तैयबा भारत के खिलाफ एक नया मोर्चा खोलने की तैयारी कर रहा है. खुफिया एजेंसियों के मुताबिक, बैंकाक आतंकवादी हाफिज सईद के इशारे पर बांग्लादेश को भारत पर हमले के लिए एक लॉन्चिंग पैड के रूप में इस्तेमाल करने की साजिश रची जा रही है.: [427, 1490, 611, 1594]
- medicine-columns: [626, 1162, 862, 1416]
- karachi-para-1: इस्लामाबाद, एजेंसियां. पाकिस्तान इंटरनेशनल एयरलाइंस और विमान इंजीनियरों के बीच विवाद गहराने के कारण सोमवार को कराची और लाहौर एयरपोर्ट पर भारी हंगामा हुआ. कई उड़ानें रद्द करनी पड़ीं और सैकड़ों यात्री परेशान हुए.: [877, 1271, 1269, 1295]
- aimim-headline: हिंदू लड़कियों संग हैदरबाद में गंदा काम: [1080, 460, 1253, 502]
- pak-theft-col1-para-4: इस मामले में एक मिलिट्री टेक्नोलॉजी विशेषज्ञ को हिरासत में लिया गया है. उसका इलेक्ट्रॉनिक्स और डिफेंस से जुड़े दस्तावेज भी शामिल हैं.: [183, 2076, 386, 2114]
- karachi-subhead: PIA का इंजीनियरों से बढ़ा विवाद!: [877, 1380, 1046, 1396]
- lead-columns: [9, 151, 814, 914]
- hafiz-para-3: भारतीय सुरक्षा एजेंसियों ने इस पर नजर बनाए रखी है और सीमावर्ती इलाकों में चौकसी बढ़ा दी गई है.: [427, 1768, 611, 1795]
- lead-subheadline: [9, 114, 814, 142]
- mid-section-top-rule: [9, 1077, 1269, 1079]
- magh-photo-caption: पुलिस और प्रशासनिक अधिकारी साधुओं और पुजारियों के साथ प्रयागराज में आगामी माघ मेले के लिए भूमि पूजन करते हुए.: [619, 2034, 980, 2044]
- us-other-points-divider: [678, 2221, 789, 2222]
- publication-logo: [581, 24, 763, 57]
